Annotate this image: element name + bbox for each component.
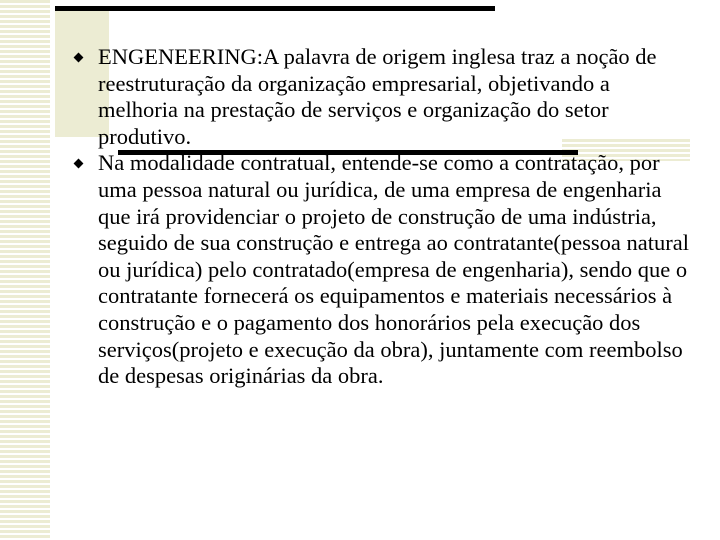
- slide-content: [72, 44, 692, 390]
- diamond-bullet-icon: [74, 53, 84, 63]
- left-decorative-stripe: [0, 0, 50, 540]
- decorative-top-bar: [55, 6, 495, 11]
- bullet-item-contract: [72, 150, 692, 389]
- diamond-bullet-icon: [74, 159, 84, 169]
- bullet-text: Na modalidade contratual, entende-se como a contratação, por uma pessoa natural ou jurídica, de uma empresa de engenharia que irá providenciar o projeto de construção de uma indústria, seguido de sua construção e entrega ao contratante(pessoa natural ou jurídica) pelo contratado(empresa de engenharia), sendo que o contratante fornecerá os equipamentos e materiais necessários à construção e o pagamento dos honorários pela execução dos serviços(projeto e execução da obra), juntamente com reembolso de despesas originárias da obra.: [98, 150, 689, 389]
- bullet-item-engineering: [72, 44, 692, 150]
- bullet-text: ENGENEERING:A palavra de origem inglesa traz a noção de reestruturação da organização empresarial, objetivando a melhoria na prestação de serviços e organização do setor produtivo.: [98, 44, 657, 149]
